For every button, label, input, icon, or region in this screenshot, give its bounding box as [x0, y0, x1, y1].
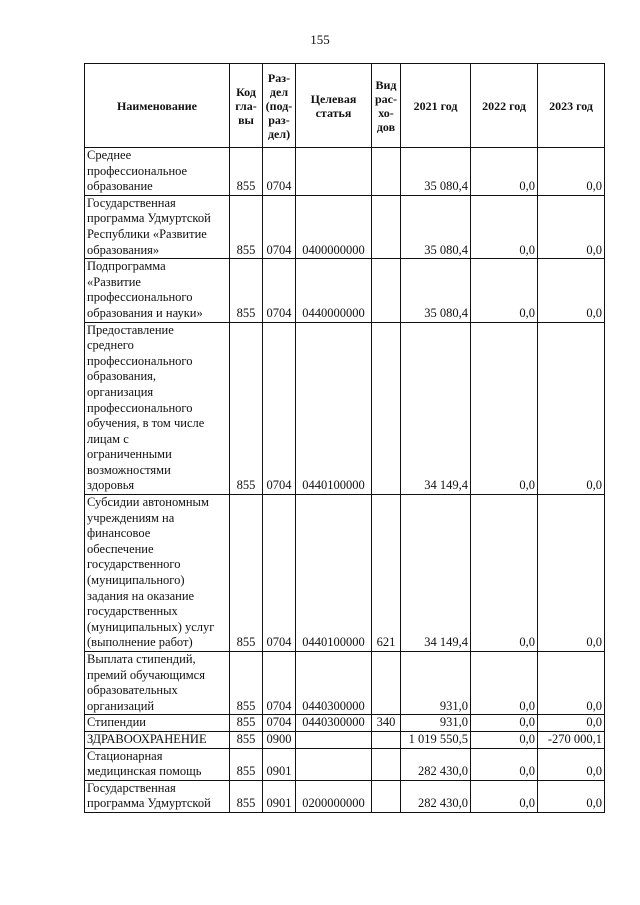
row-target: 0440300000	[296, 652, 372, 715]
row-2022: 0,0	[471, 731, 538, 748]
row-name: Выплата стипендий, премий обучающимся образовательных организаций	[85, 652, 230, 715]
row-2023: 0,0	[538, 780, 605, 812]
row-2021: 1 019 550,5	[401, 731, 471, 748]
row-name: Субсидии автономным учреждениям на финансовое обеспечение государственного (муниципального) задания на оказание государственных (муниципальных) услуг (выполнение работ)	[85, 495, 230, 652]
row-code: 855	[230, 715, 263, 732]
row-2023: 0,0	[538, 495, 605, 652]
table-body	[85, 148, 605, 813]
row-2022: 0,0	[471, 148, 538, 196]
row-2022: 0,0	[471, 259, 538, 322]
row-name: ЗДРАВООХРАНЕНИЕ	[85, 731, 230, 748]
row-2023: 0,0	[538, 259, 605, 322]
row-2022: 0,0	[471, 195, 538, 258]
row-code: 855	[230, 195, 263, 258]
row-name: Государственная программа Удмуртской	[85, 780, 230, 812]
table-row	[85, 495, 605, 652]
row-section: 0900	[263, 731, 296, 748]
row-code: 855	[230, 148, 263, 196]
row-code: 855	[230, 748, 263, 780]
row-2023: 0,0	[538, 148, 605, 196]
row-code: 855	[230, 731, 263, 748]
row-section: 0704	[263, 495, 296, 652]
row-2023: 0,0	[538, 748, 605, 780]
row-type: 621	[372, 495, 401, 652]
row-code: 855	[230, 495, 263, 652]
table-row	[85, 322, 605, 495]
row-name: Стипендии	[85, 715, 230, 732]
row-name: Государственная программа Удмуртской Республики «Развитие образования»	[85, 195, 230, 258]
table-row	[85, 780, 605, 812]
header-2021: 2021 год	[401, 64, 471, 148]
table-row	[85, 259, 605, 322]
header-2022: 2022 год	[471, 64, 538, 148]
row-type	[372, 748, 401, 780]
row-code: 855	[230, 780, 263, 812]
table-row	[85, 148, 605, 196]
row-name: Предоставление среднего профессионального образования, организация профессионального обучения, в том числе лицам с ограниченными возможностями здоровья	[85, 322, 230, 495]
table-row	[85, 652, 605, 715]
table-row	[85, 715, 605, 732]
row-2021: 34 149,4	[401, 322, 471, 495]
row-type: 340	[372, 715, 401, 732]
row-2022: 0,0	[471, 780, 538, 812]
row-target: 0440100000	[296, 322, 372, 495]
row-2022: 0,0	[471, 322, 538, 495]
table-row	[85, 748, 605, 780]
table-row	[85, 731, 605, 748]
row-section: 0704	[263, 148, 296, 196]
row-2023: 0,0	[538, 715, 605, 732]
row-section: 0901	[263, 780, 296, 812]
row-2021: 282 430,0	[401, 748, 471, 780]
row-section: 0901	[263, 748, 296, 780]
row-target: 0440300000	[296, 715, 372, 732]
row-type	[372, 780, 401, 812]
row-2022: 0,0	[471, 715, 538, 732]
row-2022: 0,0	[471, 652, 538, 715]
row-2021: 282 430,0	[401, 780, 471, 812]
row-type	[372, 731, 401, 748]
row-type	[372, 652, 401, 715]
row-name: Подпрограмма «Развитие профессионального образования и науки»	[85, 259, 230, 322]
row-type	[372, 259, 401, 322]
row-name: Среднее профессиональное образование	[85, 148, 230, 196]
row-2023: 0,0	[538, 195, 605, 258]
row-2022: 0,0	[471, 748, 538, 780]
row-2023: -270 000,1	[538, 731, 605, 748]
row-type	[372, 195, 401, 258]
header-2023: 2023 год	[538, 64, 605, 148]
row-section: 0704	[263, 259, 296, 322]
row-code: 855	[230, 652, 263, 715]
row-type	[372, 148, 401, 196]
row-2021: 931,0	[401, 652, 471, 715]
header-code: Код гла- вы	[230, 64, 263, 148]
row-section: 0704	[263, 195, 296, 258]
row-name: Стационарная медицинская помощь	[85, 748, 230, 780]
row-2021: 34 149,4	[401, 495, 471, 652]
row-type	[372, 322, 401, 495]
row-2021: 35 080,4	[401, 259, 471, 322]
header-type: Вид рас- хо- дов	[372, 64, 401, 148]
row-section: 0704	[263, 652, 296, 715]
page-number: 155	[310, 32, 330, 47]
row-section: 0704	[263, 715, 296, 732]
row-target: 0400000000	[296, 195, 372, 258]
table-row	[85, 195, 605, 258]
budget-table	[84, 63, 605, 813]
row-2021: 931,0	[401, 715, 471, 732]
row-section: 0704	[263, 322, 296, 495]
row-code: 855	[230, 322, 263, 495]
row-2023: 0,0	[538, 652, 605, 715]
header-row	[85, 64, 605, 148]
header-target: Целевая статья	[296, 64, 372, 148]
row-target	[296, 731, 372, 748]
row-2022: 0,0	[471, 495, 538, 652]
header-section: Раз- дел (под- раз- дел)	[263, 64, 296, 148]
row-target	[296, 148, 372, 196]
row-code: 855	[230, 259, 263, 322]
row-target: 0440000000	[296, 259, 372, 322]
row-target: 0440100000	[296, 495, 372, 652]
row-2021: 35 080,4	[401, 195, 471, 258]
row-2021: 35 080,4	[401, 148, 471, 196]
row-target: 0200000000	[296, 780, 372, 812]
row-2023: 0,0	[538, 322, 605, 495]
row-target	[296, 748, 372, 780]
header-name: Наименование	[85, 64, 230, 148]
